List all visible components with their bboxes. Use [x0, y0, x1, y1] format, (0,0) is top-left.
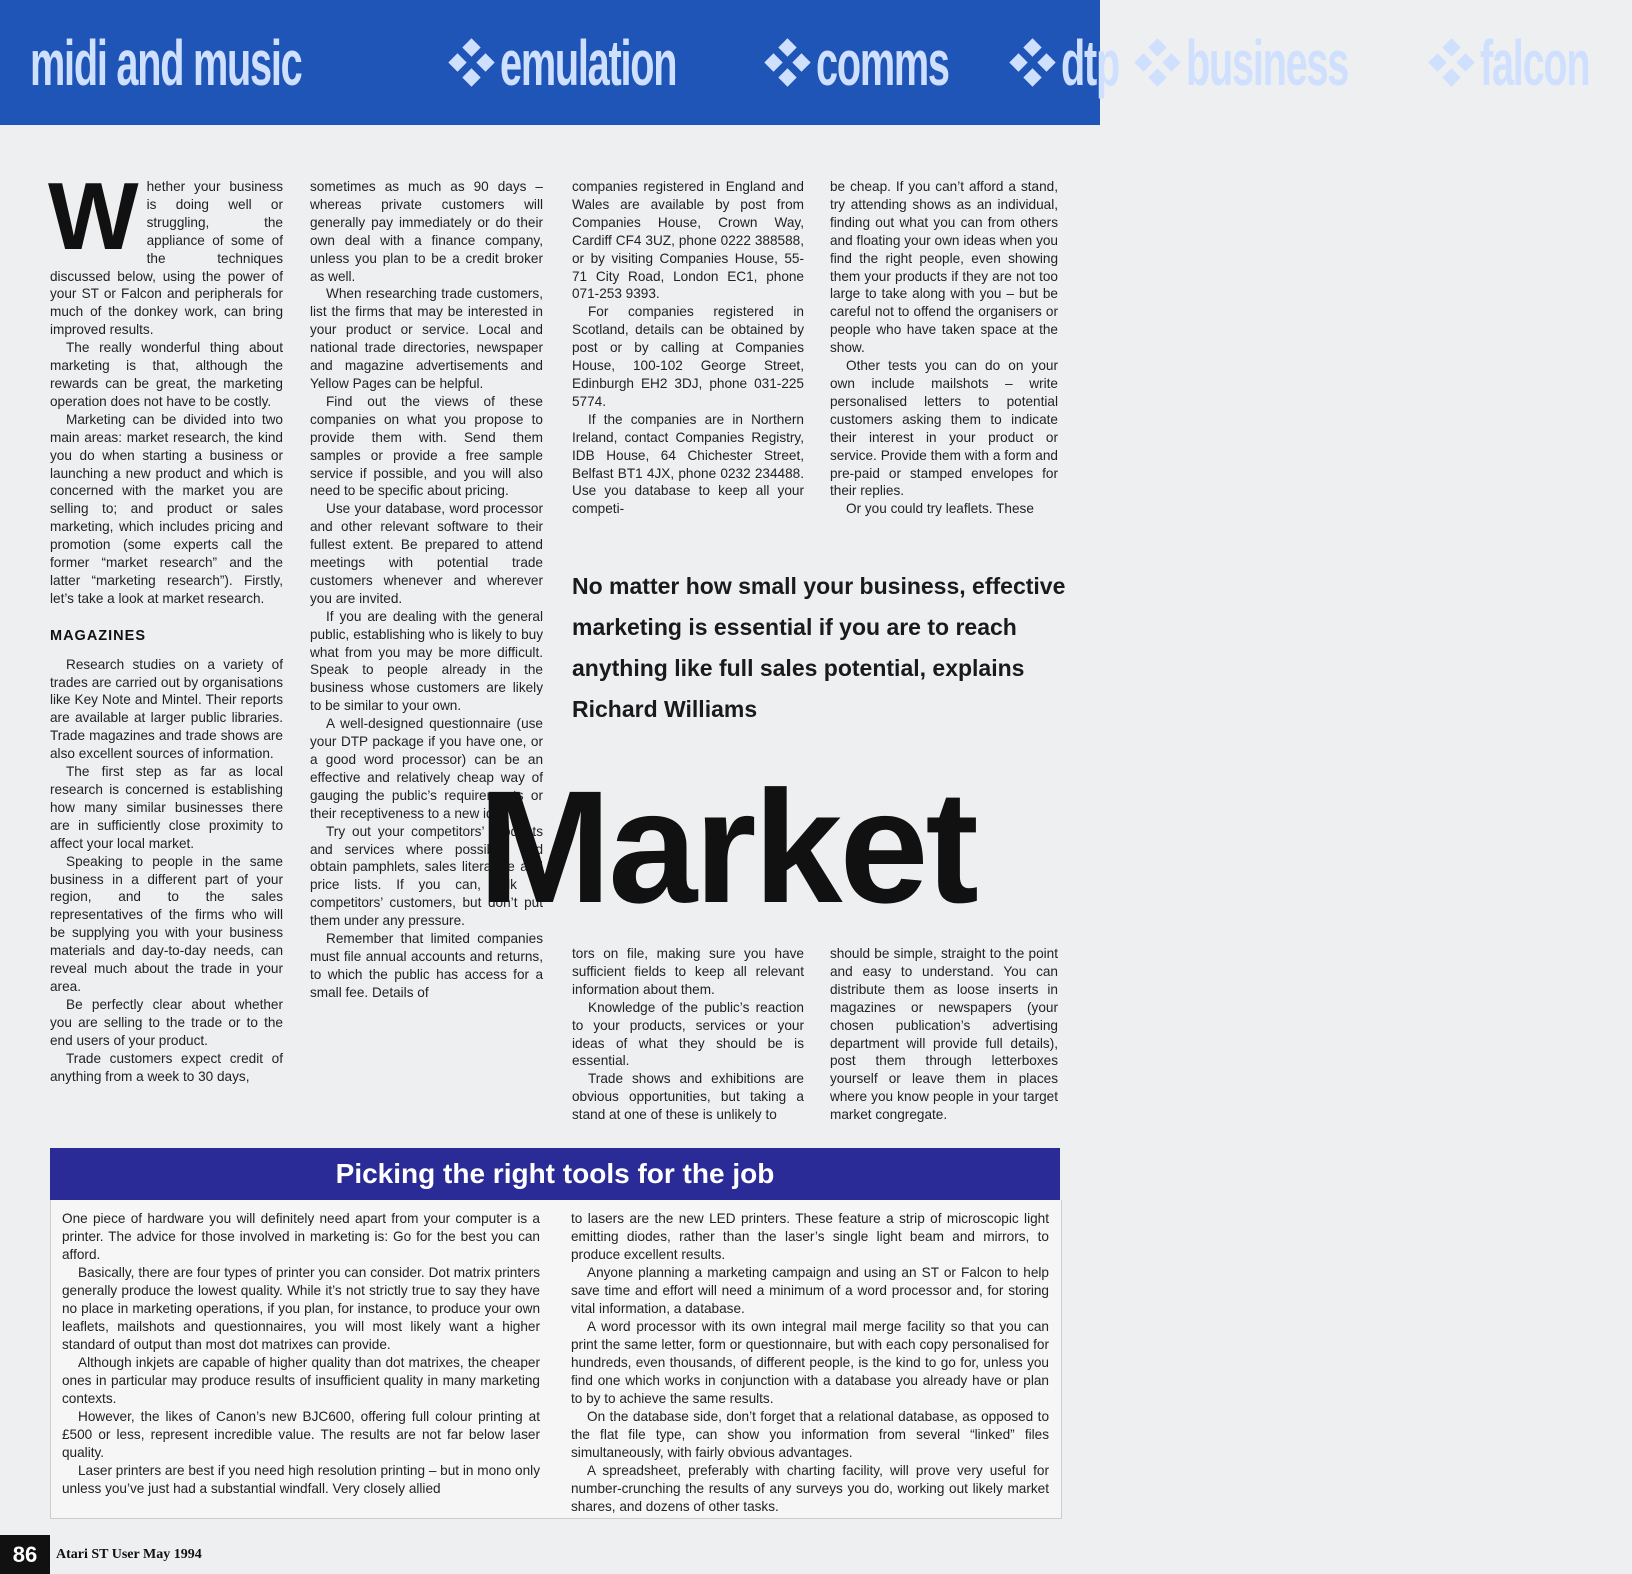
- article-column-1: [48, 163, 283, 1085]
- boxright-paragraphs: [571, 1210, 1049, 1516]
- paragraph: Speaking to people in the same business in a different part of your region, and to the sales representatives of the firms who will be supplying you with your business materials and day-to-day needs, can reveal much about the trade in your area.: [50, 853, 283, 994]
- paragraph: Be perfectly clear about whether you are selling to the trade or to the end users of your product.: [50, 996, 283, 1048]
- paragraph: For companies registered in Scotland, details can be obtained by post or by calling at Companies House, 100-102 George Street, Edinburgh EH2 3DJ, phone 031-225 5774.: [572, 304, 804, 409]
- article-column-4-top: [830, 178, 1058, 518]
- paragraph: When researching trade customers, list the firms that may be interested in your product or service. Local and national trade directories, newspaper and magazine advertisements and Yellow Pages can be helpful.: [310, 286, 543, 391]
- col1b-paragraphs: [50, 656, 283, 1086]
- banner-word: comms: [815, 26, 949, 99]
- paragraph: Remember that limited companies must file annual accounts and returns, to which the public has access for a small fee. Details of: [310, 931, 543, 1000]
- subhead-magazines: MAGAZINES: [50, 627, 146, 644]
- col4b-paragraphs: [830, 945, 1058, 1124]
- paragraph: A spreadsheet, preferably with charting facility, will prove very useful for number-crunching the results of any surveys you do, working out likely market shares, and dozens of other tasks.: [571, 1463, 1049, 1514]
- paragraph: companies registered in England and Wales are available by post from Companies House, Crown Way, Cardiff CF4 3UZ, phone 0222 388588, or by visiting Companies House, 55-71 City Road, London EC1, phone 071-253 9393.: [572, 179, 804, 302]
- article-column-3-top: [572, 178, 804, 518]
- boxleft-paragraphs: [62, 1210, 540, 1498]
- paragraph: Find out the views of these companies on what you propose to provide them with. Send them samples or provide a free sample service if possible, and you will also need to be specific about pricing.: [310, 393, 543, 499]
- magazine-issue: Atari ST User May 1994: [56, 1546, 202, 1562]
- banner-word: falcon: [1479, 26, 1590, 99]
- standfirst: No matter how small your business, effective marketing is essential if you are to reach anything like full sales potential, explains Richard Williams: [572, 573, 1066, 722]
- paragraph: The first step as far as local research is concerned is establishing how many similar businesses there are in sufficiently close proximity to affect your local market.: [50, 764, 283, 851]
- paragraph: On the database side, don’t forget that a relational database, as opposed to the flat file type, can show you information from several “linked” files simultaneously, with fairly obvious advantages.: [571, 1409, 1049, 1460]
- paragraph: One piece of hardware you will definitely need apart from your computer is a printer. The advice for those involved in marketing is: Go for the best you can afford.: [62, 1211, 540, 1262]
- paragraph: tors on file, making sure you have sufficient fields to keep all relevant information about them.: [572, 946, 804, 997]
- headline-word: Market: [478, 757, 976, 936]
- paragraph: Trade shows and exhibitions are obvious opportunities, but taking a stand at one of these is unlikely to: [572, 1071, 804, 1123]
- banner-word: midi and music: [30, 26, 302, 99]
- paragraph: The really wonderful thing about marketing is that, although the rewards can be great, the marketing operation does not have to be costly.: [50, 340, 283, 409]
- paragraph: A word processor with its own integral mail merge facility so that you can print the same letter, form or questionnaire, but with each copy personalised for hundreds, even thousands, of different people, is the kind to go for, unless you find one which works in conjunction with a database you already have or plan to by to achieve the same results.: [571, 1319, 1049, 1406]
- banner-word: dtp: [1061, 26, 1120, 99]
- paragraph: If you are dealing with the general public, establishing who is likely to buy what from you may be more difficult. Speak to people already in the business whose customers are likely to be similar to your own.: [310, 608, 543, 714]
- article-column-3-bottom: [572, 945, 804, 1124]
- boxout-column-left: [62, 1210, 540, 1498]
- paragraph: Try out your competitors’ products and services where possible, and obtain pamphlets, sales literature and price lists. If you can, talk to competitors’ customers, but don’t put them under any pressure.: [310, 823, 543, 929]
- paragraph: to lasers are the new LED printers. These feature a strip of microscopic light emitting diodes, rather than the laser’s single light beam and mirrors, to produce excellent results.: [571, 1211, 1049, 1262]
- paragraph: be cheap. If you can’t afford a stand, try attending shows as an individual, finding out what you can from others and floating your own ideas when you find the right people, even showing them your products if they are not too large to take along with you – but be careful not to offend the organisers or people who have taken space at the show.: [830, 179, 1058, 356]
- paragraph: However, the likes of Canon’s new BJC600, offering full colour printing at £500 or less, represent incredible value. The results are not far below laser quality.: [62, 1409, 540, 1460]
- banner-word: business: [1186, 26, 1349, 99]
- col4-paragraphs: [830, 178, 1058, 518]
- paragraph: sometimes as much as 90 days – whereas private customers will generally pay immediately or do their own deal with a finance company, unless you plan to be a credit broker as well.: [310, 179, 543, 284]
- page-footer: [0, 1535, 202, 1574]
- article-column-4-bottom: [830, 945, 1058, 1124]
- diamond-separator-icon: [1134, 39, 1182, 87]
- section-banner: [0, 0, 1590, 125]
- diamond-separator-icon: [448, 39, 496, 87]
- banner-words: [0, 26, 1632, 100]
- page-number: 86: [0, 1535, 50, 1574]
- paragraph: Laser printers are best if you need high resolution printing – but in mono only unless you’ve just had a substantial windfall. Very closely allied: [62, 1463, 540, 1496]
- boxout-column-right: [571, 1210, 1049, 1516]
- col3-paragraphs: [572, 178, 804, 518]
- boxout-title: Picking the right tools for the job: [50, 1148, 1060, 1200]
- paragraph: hether your business is doing well or struggling, the appliance of some of the techniques discussed below, using the power of your ST or Falcon and peripherals for much of the donkey work, can bring improved results.: [50, 179, 283, 338]
- diamond-separator-icon: [1009, 39, 1057, 87]
- paragraph: A well-designed questionnaire (use your DTP package if you have one, or a good word processor) can be an effective and relatively cheap way of gauging the public’s requirements or their receptiveness to a new idea.: [310, 716, 543, 821]
- diamond-separator-icon: [764, 39, 812, 87]
- paragraph: Anyone planning a marketing campaign and using an ST or Falcon to help save time and effort will need a minimum of a word processor and, for storing vital information, a database.: [571, 1265, 1049, 1316]
- banner-word: emulation: [499, 26, 676, 99]
- drop-cap: W: [48, 163, 139, 270]
- paragraph: Knowledge of the public’s reaction to your products, services or your ideas of what they should be is essential.: [572, 999, 804, 1069]
- col3b-paragraphs: [572, 945, 804, 1124]
- paragraph: Research studies on a variety of trades are carried out by organisations like Key Note and Mintel. Their reports are available at larger public libraries. Trade magazines and trade shows are also excellent sources of information.: [50, 656, 283, 762]
- paragraph: Or you could try leaflets. These: [846, 501, 1034, 517]
- paragraph: Use your database, word processor and other relevant software to their fullest extent. Be prepared to attend meetings with potential trade customers whenever and wherever you are invited.: [310, 501, 543, 606]
- paragraph: Trade customers expect credit of anything from a week to 30 days,: [50, 1050, 283, 1084]
- paragraph: Marketing can be divided into two main areas: market research, the kind you do when starting a business or launching a new product and which is concerned with the market you are selling to; and product or sales marketing, which includes pricing and promotion (some experts call the former “market research” and the latter “marketing research”). Firstly, let’s take a look at market research.: [50, 411, 283, 606]
- paragraph: Basically, there are four types of printer you can consider. Dot matrix printers generally produce the lowest quality. While it’s not strictly true to say they have no place in marketing operations, if you plan, for instance, to produce your own leaflets, mailshots and questionnaires, you will most likely want a higher standard of output than most dot matrixes can provide.: [62, 1265, 540, 1352]
- paragraph: Although inkjets are capable of higher quality than dot matrixes, the cheaper ones in particular may produce results of insufficient quality in many marketing contexts.: [62, 1355, 540, 1406]
- paragraph: Other tests you can do on your own include mailshots – write personalised letters to potential customers asking them to indicate their interest in your product or service. Provide them with a form and pre-paid or stamped envelopes for their replies.: [830, 358, 1058, 499]
- paragraph: should be simple, straight to the point and easy to understand. You can distribute them as loose inserts in magazines or newspapers (your chosen publication’s advertising department will provide full details), post them through letterboxes yourself or leave them in places where you know people in your target market congregate.: [830, 946, 1058, 1123]
- diamond-separator-icon: [1428, 39, 1476, 87]
- paragraph: If the companies are in Northern Ireland, contact Companies Registry, IDB House, 64 Chichester Street, Belfast BT1 4JX, phone 0232 234488. Use you database to keep all your competi-: [572, 411, 804, 517]
